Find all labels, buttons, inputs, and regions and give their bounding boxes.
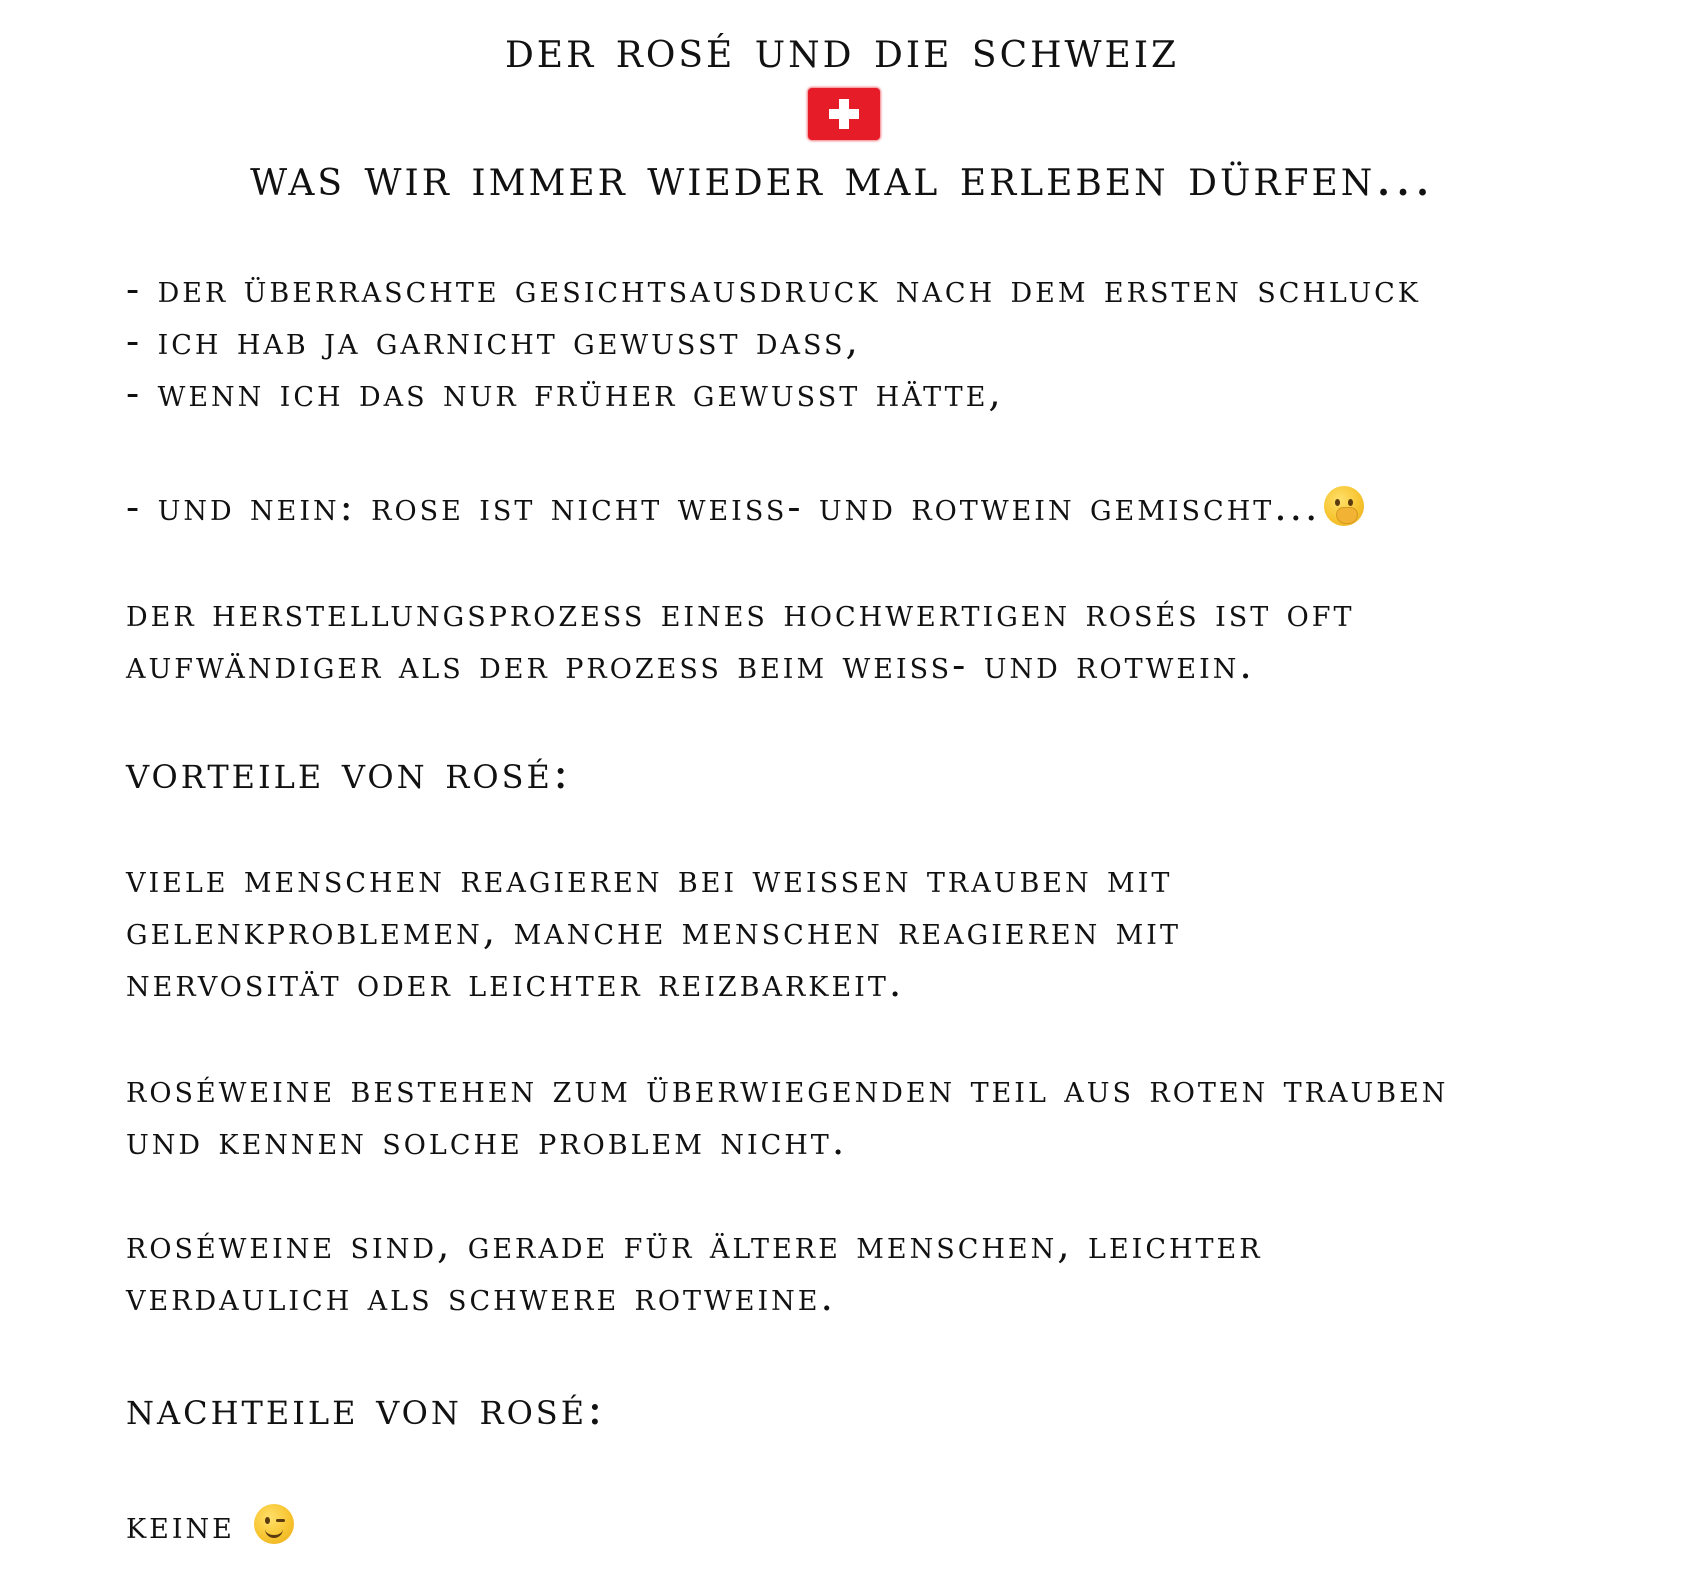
emoji-mouth [265,1528,283,1538]
winking-face-icon [254,1504,294,1544]
face-with-hand-over-mouth-icon [1324,486,1364,526]
emoji-eye-left [265,1517,270,1524]
title-line-1: der rosé und die schweiz [504,20,1180,80]
flag-cross-horizontal [829,109,859,119]
vorteile-p1-line: nervosität oder leichter reizbarkeit. [126,961,905,1006]
vorteile-p3-line: roséweine sind, gerade für ältere menschen, leichter [126,1223,1263,1268]
vorteile-p3-line: verdaulich als schwere rotweine. [126,1275,836,1320]
bullet-item: - wenn ich das nur früher gewusst hätte, [126,371,1004,416]
vorteile-heading: vorteile von rosé: [126,745,572,799]
process-line: der herstellungsprozess eines hochwertigen rosés ist oft [126,591,1355,636]
nachteile-answer-text: keine [126,1503,235,1548]
title-line-2: was wir immer wieder mal erleben dürfen... [250,148,1434,208]
vorteile-p2-line: roséweine bestehen zum überwiegenden teil aus roten trauben [126,1067,1449,1112]
nein-line [126,482,1364,534]
emoji-eye-left [1335,499,1340,506]
nachteile-answer [126,1500,294,1552]
vorteile-p2-line: und kennen solche problem nicht. [126,1119,848,1164]
emoji-eye-right [276,1519,285,1522]
emoji-eye-right [1348,499,1353,506]
bullet-item: - der überraschte gesichtsausdruck nach dem ersten schluck [126,267,1421,312]
vorteile-p1-line: gelenkproblemen, manche menschen reagieren mit [126,909,1181,954]
bullet-item: - ich hab ja garnicht gewusst dass, [126,319,861,364]
swiss-flag-icon [808,88,880,140]
vorteile-p1-line: viele menschen reagieren bei weissen trauben mit [126,857,1173,902]
process-line: aufwändiger als der prozess beim weiss- und rotwein. [126,643,1255,688]
emoji-hand [1336,507,1358,524]
nachteile-heading: nachteile von rosé: [126,1381,606,1435]
nein-line-text: - und nein: rose ist nicht weiss- und rotwein gemischt... [126,485,1321,530]
